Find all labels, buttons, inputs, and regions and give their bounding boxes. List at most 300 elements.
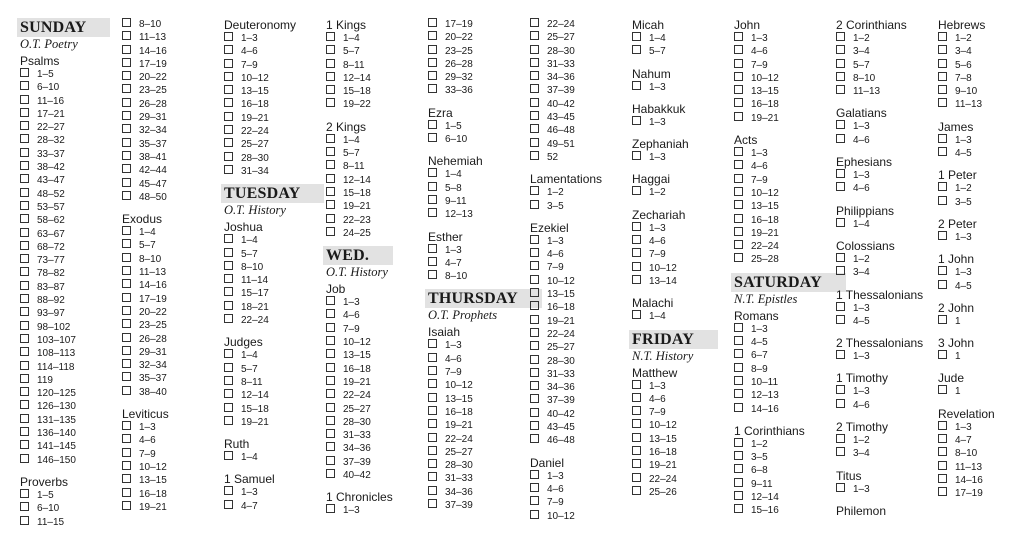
checkbox[interactable] — [938, 461, 947, 470]
checkbox[interactable] — [326, 98, 335, 107]
checkbox[interactable] — [224, 274, 233, 283]
checkbox[interactable] — [734, 187, 743, 196]
checkbox[interactable] — [224, 301, 233, 310]
checkbox[interactable] — [530, 421, 539, 430]
checkbox[interactable] — [428, 472, 437, 481]
checkbox[interactable] — [428, 58, 437, 67]
checkbox[interactable] — [734, 349, 743, 358]
checkbox[interactable] — [428, 366, 437, 375]
checkbox[interactable] — [632, 393, 641, 402]
checkbox[interactable] — [632, 222, 641, 231]
checkbox[interactable] — [122, 71, 131, 80]
checkbox[interactable] — [326, 200, 335, 209]
checkbox[interactable] — [122, 372, 131, 381]
checkbox[interactable] — [836, 483, 845, 492]
checkbox[interactable] — [326, 416, 335, 425]
checkbox[interactable] — [836, 385, 845, 394]
checkbox[interactable] — [122, 191, 131, 200]
checkbox[interactable] — [530, 45, 539, 54]
checkbox[interactable] — [734, 464, 743, 473]
checkbox[interactable] — [734, 504, 743, 513]
checkbox[interactable] — [938, 196, 947, 205]
checkbox[interactable] — [530, 288, 539, 297]
checkbox[interactable] — [20, 241, 29, 250]
checkbox[interactable] — [428, 353, 437, 362]
chapter-range: 58–62 — [37, 215, 65, 227]
checkbox[interactable] — [938, 350, 947, 359]
checkbox[interactable] — [326, 309, 335, 318]
checkbox[interactable] — [734, 85, 743, 94]
checkbox[interactable] — [326, 134, 335, 143]
checkbox[interactable] — [836, 399, 845, 408]
checkbox[interactable] — [938, 182, 947, 191]
checkbox[interactable] — [530, 355, 539, 364]
checkbox[interactable] — [326, 429, 335, 438]
checkbox[interactable] — [122, 124, 131, 133]
checkbox[interactable] — [530, 58, 539, 67]
checkbox[interactable] — [938, 59, 947, 68]
checkbox[interactable] — [632, 116, 641, 125]
checkbox[interactable] — [836, 302, 845, 311]
checkbox[interactable] — [122, 461, 131, 470]
checkbox[interactable] — [20, 321, 29, 330]
checkbox[interactable] — [20, 95, 29, 104]
checkbox[interactable] — [632, 186, 641, 195]
chapter-range: 40–42 — [343, 470, 371, 482]
checkbox[interactable] — [326, 363, 335, 372]
checkbox[interactable] — [122, 98, 131, 107]
checkbox[interactable] — [734, 240, 743, 249]
checkbox[interactable] — [326, 85, 335, 94]
checkbox[interactable] — [20, 121, 29, 130]
reading-entry — [122, 84, 222, 97]
reading-entry — [428, 58, 528, 71]
checkbox[interactable] — [428, 182, 437, 191]
checkbox[interactable] — [836, 85, 845, 94]
checkbox[interactable] — [224, 376, 233, 385]
checkbox[interactable] — [224, 98, 233, 107]
checkbox[interactable] — [20, 134, 29, 143]
checkbox[interactable] — [224, 389, 233, 398]
checkbox[interactable] — [326, 336, 335, 345]
checkbox[interactable] — [428, 339, 437, 348]
checkbox[interactable] — [122, 266, 131, 275]
reading-entry — [20, 174, 120, 187]
checkbox[interactable] — [326, 469, 335, 478]
checkbox[interactable] — [530, 71, 539, 80]
checkbox[interactable] — [428, 18, 437, 27]
checkbox[interactable] — [428, 270, 437, 279]
chapter-range: 13–15 — [343, 350, 371, 362]
checkbox[interactable] — [326, 376, 335, 385]
checkbox[interactable] — [734, 45, 743, 54]
checkbox[interactable] — [938, 32, 947, 41]
checkbox[interactable] — [530, 470, 539, 479]
checkbox[interactable] — [530, 124, 539, 133]
checkbox[interactable] — [836, 253, 845, 262]
checkbox[interactable] — [530, 368, 539, 377]
checkbox[interactable] — [734, 253, 743, 262]
checkbox[interactable] — [836, 315, 845, 324]
checkbox[interactable] — [938, 447, 947, 456]
checkbox[interactable] — [734, 403, 743, 412]
checkbox[interactable] — [326, 403, 335, 412]
checkbox[interactable] — [224, 261, 233, 270]
checkbox[interactable] — [122, 279, 131, 288]
checkbox[interactable] — [122, 421, 131, 430]
checkbox[interactable] — [428, 45, 437, 54]
checkbox[interactable] — [632, 262, 641, 271]
checkbox[interactable] — [836, 59, 845, 68]
checkbox[interactable] — [428, 406, 437, 415]
checkbox[interactable] — [632, 433, 641, 442]
checkbox[interactable] — [326, 187, 335, 196]
checkbox[interactable] — [20, 68, 29, 77]
checkbox[interactable] — [20, 81, 29, 90]
checkbox[interactable] — [938, 315, 947, 324]
checkbox[interactable] — [428, 208, 437, 217]
column-9 — [836, 18, 936, 518]
checkbox[interactable] — [326, 442, 335, 451]
checkbox[interactable] — [530, 510, 539, 519]
checkbox[interactable] — [326, 59, 335, 68]
checkbox[interactable] — [938, 280, 947, 289]
checkbox[interactable] — [428, 133, 437, 142]
checkbox[interactable] — [836, 447, 845, 456]
checkbox[interactable] — [734, 323, 743, 332]
checkbox[interactable] — [734, 214, 743, 223]
checkbox[interactable] — [530, 394, 539, 403]
checkbox[interactable] — [224, 165, 233, 174]
checkbox[interactable] — [326, 147, 335, 156]
checkbox[interactable] — [938, 147, 947, 156]
checkbox[interactable] — [530, 315, 539, 324]
checkbox[interactable] — [20, 161, 29, 170]
checkbox[interactable] — [938, 98, 947, 107]
checkbox[interactable] — [734, 174, 743, 183]
checkbox[interactable] — [122, 58, 131, 67]
checkbox[interactable] — [632, 248, 641, 257]
checkbox[interactable] — [20, 334, 29, 343]
checkbox[interactable] — [20, 387, 29, 396]
checkbox[interactable] — [734, 160, 743, 169]
checkbox[interactable] — [530, 496, 539, 505]
checkbox[interactable] — [224, 500, 233, 509]
book-title: 2 Thessalonians — [836, 336, 924, 351]
checkbox[interactable] — [122, 45, 131, 54]
checkbox[interactable] — [224, 486, 233, 495]
checkbox[interactable] — [224, 59, 233, 68]
checkbox[interactable] — [224, 363, 233, 372]
checkbox[interactable] — [122, 164, 131, 173]
checkbox[interactable] — [326, 160, 335, 169]
checkbox[interactable] — [632, 151, 641, 160]
checkbox[interactable] — [224, 112, 233, 121]
checkbox[interactable] — [632, 81, 641, 90]
checkbox[interactable] — [122, 346, 131, 355]
checkbox[interactable] — [632, 45, 641, 54]
checkbox[interactable] — [20, 427, 29, 436]
checkbox[interactable] — [938, 231, 947, 240]
checkbox[interactable] — [836, 218, 845, 227]
checkbox[interactable] — [428, 486, 437, 495]
checkbox[interactable] — [224, 451, 233, 460]
checkbox[interactable] — [326, 72, 335, 81]
checkbox[interactable] — [224, 32, 233, 41]
checkbox[interactable] — [326, 227, 335, 236]
checkbox[interactable] — [428, 433, 437, 442]
checkbox[interactable] — [122, 111, 131, 120]
checkbox[interactable] — [224, 152, 233, 161]
checkbox[interactable] — [530, 275, 539, 284]
checkbox[interactable] — [326, 296, 335, 305]
checkbox[interactable] — [938, 72, 947, 81]
checkbox[interactable] — [530, 18, 539, 27]
checkbox[interactable] — [428, 120, 437, 129]
reading-entry — [530, 261, 630, 274]
checkbox[interactable] — [326, 45, 335, 54]
checkbox[interactable] — [326, 214, 335, 223]
checkbox[interactable] — [224, 234, 233, 243]
checkbox[interactable] — [20, 400, 29, 409]
checkbox[interactable] — [632, 473, 641, 482]
checkbox[interactable] — [530, 381, 539, 390]
checkbox[interactable] — [20, 188, 29, 197]
checkbox[interactable] — [530, 111, 539, 120]
checkbox[interactable] — [122, 386, 131, 395]
checkbox[interactable] — [20, 454, 29, 463]
checkbox[interactable] — [20, 254, 29, 263]
checkbox[interactable] — [530, 301, 539, 310]
checkbox[interactable] — [20, 201, 29, 210]
checkbox[interactable] — [938, 474, 947, 483]
checkbox[interactable] — [20, 414, 29, 423]
checkbox[interactable] — [734, 376, 743, 385]
checkbox[interactable] — [224, 138, 233, 147]
checkbox[interactable] — [20, 347, 29, 356]
checkbox[interactable] — [20, 307, 29, 316]
checkbox[interactable] — [632, 486, 641, 495]
checkbox[interactable] — [632, 380, 641, 389]
checkbox[interactable] — [734, 363, 743, 372]
checkbox[interactable] — [428, 499, 437, 508]
checkbox[interactable] — [530, 138, 539, 147]
reading-entry — [938, 147, 1024, 160]
checkbox[interactable] — [734, 147, 743, 156]
checkbox[interactable] — [122, 226, 131, 235]
checkbox[interactable] — [122, 138, 131, 147]
checkbox[interactable] — [632, 310, 641, 319]
checkbox[interactable] — [326, 349, 335, 358]
checkbox[interactable] — [530, 151, 539, 160]
checkbox[interactable] — [428, 168, 437, 177]
checkbox[interactable] — [530, 261, 539, 270]
checkbox[interactable] — [122, 434, 131, 443]
checkbox[interactable] — [122, 293, 131, 302]
checkbox[interactable] — [122, 488, 131, 497]
checkbox[interactable] — [20, 174, 29, 183]
checkbox[interactable] — [326, 323, 335, 332]
reading-entry — [632, 380, 732, 393]
checkbox[interactable] — [734, 478, 743, 487]
checkbox[interactable] — [20, 489, 29, 498]
checkbox[interactable] — [836, 134, 845, 143]
checkbox[interactable] — [20, 228, 29, 237]
checkbox[interactable] — [734, 72, 743, 81]
checkbox[interactable] — [938, 134, 947, 143]
checkbox[interactable] — [20, 502, 29, 511]
checkbox[interactable] — [20, 440, 29, 449]
checkbox[interactable] — [734, 200, 743, 209]
checkbox[interactable] — [734, 98, 743, 107]
checkbox[interactable] — [632, 32, 641, 41]
checkbox[interactable] — [530, 328, 539, 337]
checkbox[interactable] — [20, 108, 29, 117]
checkbox[interactable] — [122, 319, 131, 328]
checkbox[interactable] — [326, 174, 335, 183]
checkbox[interactable] — [530, 341, 539, 350]
checkbox[interactable] — [428, 31, 437, 40]
reading-entry — [122, 306, 222, 319]
checkbox[interactable] — [938, 266, 947, 275]
checkbox[interactable] — [224, 349, 233, 358]
chapter-range: 19–21 — [241, 416, 269, 428]
checkbox[interactable] — [224, 416, 233, 425]
checkbox[interactable] — [326, 389, 335, 398]
checkbox[interactable] — [734, 59, 743, 68]
checkbox[interactable] — [326, 456, 335, 465]
checkbox[interactable] — [938, 85, 947, 94]
checkbox[interactable] — [122, 501, 131, 510]
checkbox[interactable] — [530, 31, 539, 40]
checkbox[interactable] — [326, 32, 335, 41]
checkbox[interactable] — [938, 385, 947, 394]
checkbox[interactable] — [326, 504, 335, 513]
checkbox[interactable] — [836, 434, 845, 443]
checkbox[interactable] — [836, 32, 845, 41]
checkbox[interactable] — [428, 379, 437, 388]
checkbox[interactable] — [122, 253, 131, 262]
checkbox[interactable] — [122, 18, 131, 27]
checkbox[interactable] — [224, 72, 233, 81]
checkbox[interactable] — [20, 148, 29, 157]
checkbox[interactable] — [224, 403, 233, 412]
checkbox[interactable] — [632, 459, 641, 468]
checkbox[interactable] — [122, 31, 131, 40]
checkbox[interactable] — [122, 239, 131, 248]
book-title: James — [938, 119, 974, 134]
checkbox[interactable] — [122, 359, 131, 368]
checkbox[interactable] — [122, 474, 131, 483]
checkbox[interactable] — [530, 483, 539, 492]
chapter-range: 1–3 — [241, 487, 258, 499]
checkbox[interactable] — [122, 84, 131, 93]
reading-entry — [530, 235, 630, 248]
checkbox[interactable] — [836, 182, 845, 191]
checkbox[interactable] — [530, 200, 539, 209]
checkbox[interactable] — [530, 84, 539, 93]
checkbox[interactable] — [530, 434, 539, 443]
checkbox[interactable] — [530, 408, 539, 417]
checkbox[interactable] — [836, 266, 845, 275]
checkbox[interactable] — [734, 389, 743, 398]
checkbox[interactable] — [122, 333, 131, 342]
checkbox[interactable] — [530, 235, 539, 244]
checkbox[interactable] — [836, 350, 845, 359]
checkbox[interactable] — [836, 45, 845, 54]
checkbox[interactable] — [734, 227, 743, 236]
checkbox[interactable] — [530, 98, 539, 107]
checkbox[interactable] — [428, 446, 437, 455]
checkbox[interactable] — [122, 178, 131, 187]
checkbox[interactable] — [734, 438, 743, 447]
checkbox[interactable] — [224, 45, 233, 54]
checkbox[interactable] — [938, 421, 947, 430]
checkbox[interactable] — [632, 446, 641, 455]
checkbox[interactable] — [428, 459, 437, 468]
reading-entry — [20, 427, 120, 440]
reading-entry — [326, 32, 426, 45]
reading-entry — [632, 32, 732, 45]
checkbox[interactable] — [20, 374, 29, 383]
checkbox[interactable] — [836, 120, 845, 129]
checkbox[interactable] — [836, 72, 845, 81]
checkbox[interactable] — [20, 214, 29, 223]
checkbox[interactable] — [20, 361, 29, 370]
checkbox[interactable] — [224, 314, 233, 323]
checkbox[interactable] — [122, 151, 131, 160]
checkbox[interactable] — [20, 516, 29, 525]
checkbox[interactable] — [20, 281, 29, 290]
checkbox[interactable] — [836, 169, 845, 178]
checkbox[interactable] — [122, 306, 131, 315]
checkbox[interactable] — [224, 125, 233, 134]
checkbox[interactable] — [428, 244, 437, 253]
checkbox[interactable] — [20, 294, 29, 303]
checkbox[interactable] — [224, 248, 233, 257]
checkbox[interactable] — [224, 287, 233, 296]
checkbox[interactable] — [122, 448, 131, 457]
checkbox[interactable] — [734, 32, 743, 41]
checkbox[interactable] — [734, 491, 743, 500]
checkbox[interactable] — [938, 434, 947, 443]
checkbox[interactable] — [428, 84, 437, 93]
chapter-range: 5–8 — [445, 182, 462, 194]
checkbox[interactable] — [734, 112, 743, 121]
checkbox[interactable] — [938, 45, 947, 54]
checkbox[interactable] — [938, 487, 947, 496]
checkbox[interactable] — [632, 235, 641, 244]
chapter-range: 22–24 — [547, 328, 575, 340]
chapter-range: 34–36 — [445, 486, 473, 498]
checkbox[interactable] — [734, 336, 743, 345]
checkbox[interactable] — [428, 195, 437, 204]
checkbox[interactable] — [632, 419, 641, 428]
checkbox[interactable] — [632, 275, 641, 284]
chapter-range: 38–42 — [37, 162, 65, 174]
checkbox[interactable] — [20, 267, 29, 276]
checkbox[interactable] — [530, 186, 539, 195]
checkbox[interactable] — [734, 451, 743, 460]
checkbox[interactable] — [428, 71, 437, 80]
checkbox[interactable] — [428, 393, 437, 402]
reading-entry — [734, 160, 834, 173]
checkbox[interactable] — [530, 248, 539, 257]
checkbox[interactable] — [224, 85, 233, 94]
checkbox[interactable] — [632, 406, 641, 415]
checkbox[interactable] — [428, 257, 437, 266]
checkbox[interactable] — [428, 419, 437, 428]
